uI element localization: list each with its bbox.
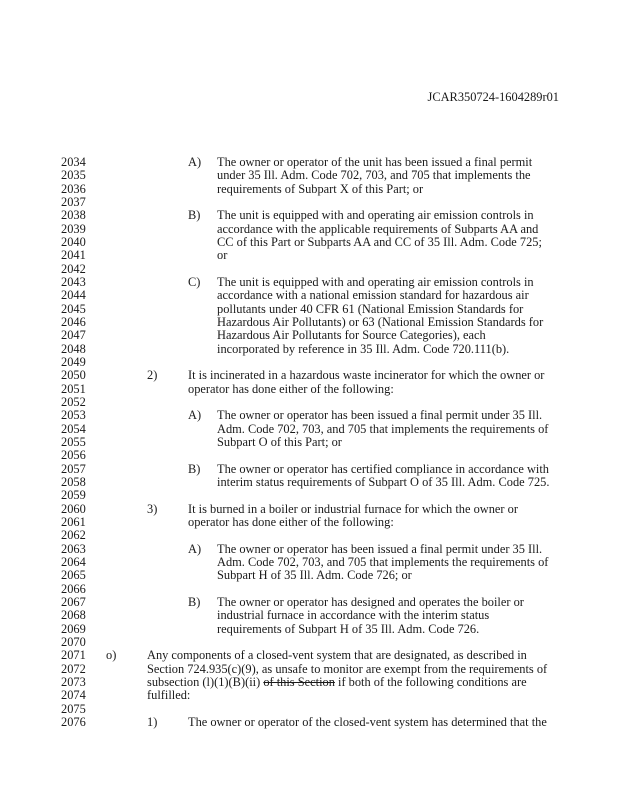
text-segment: Hazardous Air Pollutants) or 63 (National Emission Standards for bbox=[217, 314, 544, 329]
line-number: 2072 bbox=[61, 661, 86, 676]
line-text bbox=[188, 382, 394, 396]
line-number: 2053 bbox=[61, 408, 86, 423]
line-number: 2044 bbox=[61, 288, 86, 303]
text-segment: The owner or operator has designed and operates the boiler or bbox=[217, 594, 524, 609]
line-text bbox=[188, 515, 394, 529]
line-text bbox=[217, 222, 538, 236]
line-number: 2048 bbox=[61, 341, 86, 356]
item-label: B) bbox=[188, 208, 201, 223]
line-number: 2046 bbox=[61, 314, 86, 329]
line-number: 2052 bbox=[61, 394, 86, 409]
line-number: 2065 bbox=[61, 568, 86, 583]
text-segment: operator has done either of the following: bbox=[188, 514, 394, 529]
line-number: 2054 bbox=[61, 421, 86, 436]
line-number: 2050 bbox=[61, 368, 86, 383]
line-text bbox=[217, 568, 412, 582]
line-number: 2057 bbox=[61, 461, 86, 476]
text-segment: Any components of a closed-vent system that are designated, as described in bbox=[147, 648, 527, 663]
text-segment: subsection (l)(1)(B)(ii) bbox=[147, 674, 264, 689]
line-number: 2067 bbox=[61, 594, 86, 609]
line-text bbox=[217, 182, 423, 196]
text-segment: The owner or operator of the closed-vent system has determined that the bbox=[188, 714, 547, 729]
text-segment: under 35 Ill. Adm. Code 702, 703, and 705 that implements the bbox=[217, 168, 531, 183]
text-segment: The unit is equipped with and operating air emission controls in bbox=[217, 208, 534, 223]
line-number: 2045 bbox=[61, 301, 86, 316]
line-text bbox=[217, 288, 529, 302]
line-number: 2043 bbox=[61, 274, 86, 289]
text-segment: interim status requirements of Subpart O of 35 Ill. Adm. Code 725. bbox=[217, 474, 550, 489]
text-segment: The unit is equipped with and operating air emission controls in bbox=[217, 274, 534, 289]
line-text bbox=[217, 422, 548, 436]
line-text bbox=[217, 475, 549, 489]
line-text bbox=[147, 648, 527, 662]
text-segment: It is incinerated in a hazardous waste incinerator for which the owner or bbox=[188, 368, 545, 383]
text-segment: It is burned in a boiler or industrial furnace for which the owner or bbox=[188, 501, 518, 516]
line-number: 2056 bbox=[61, 448, 86, 463]
item-label: 2) bbox=[147, 368, 158, 383]
text-segment: or bbox=[217, 248, 228, 263]
item-label: C) bbox=[188, 274, 201, 289]
line-number: 2047 bbox=[61, 328, 86, 343]
text-segment: incorporated by reference in 35 Ill. Adm. Code 720.111(b). bbox=[217, 341, 510, 356]
text-segment: The owner or operator of the unit has been issued a final permit bbox=[217, 155, 533, 169]
line-number: 2073 bbox=[61, 674, 86, 689]
line-text bbox=[217, 555, 548, 569]
line-number: 2061 bbox=[61, 514, 86, 529]
line-text bbox=[217, 168, 531, 182]
item-label: A) bbox=[188, 408, 202, 423]
line-number: 2064 bbox=[61, 554, 86, 569]
line-text bbox=[217, 342, 509, 356]
text-segment: operator has done either of the following: bbox=[188, 381, 394, 396]
line-number: 2071 bbox=[61, 648, 86, 663]
line-number: 2035 bbox=[61, 168, 86, 183]
line-text bbox=[217, 155, 532, 169]
text-segment: fulfilled: bbox=[147, 688, 191, 703]
line-text bbox=[147, 688, 190, 702]
text-segment: accordance with the applicable requirements of Subparts AA and bbox=[217, 221, 539, 236]
line-number: 2058 bbox=[61, 474, 86, 489]
line-number: 2049 bbox=[61, 354, 86, 369]
text-segment: The owner or operator has been issued a final permit under 35 Ill. bbox=[217, 408, 543, 423]
line-text bbox=[147, 675, 527, 689]
line-number: 2040 bbox=[61, 234, 86, 249]
item-label: A) bbox=[188, 155, 202, 169]
line-text bbox=[217, 462, 549, 476]
text-segment: accordance with a national emission standard for hazardous air bbox=[217, 288, 529, 303]
item-label: o) bbox=[106, 648, 117, 663]
line-number: 2051 bbox=[61, 381, 86, 396]
line-text bbox=[217, 248, 227, 262]
line-number: 2066 bbox=[61, 581, 86, 596]
line-text bbox=[217, 328, 486, 342]
item-label: B) bbox=[188, 594, 201, 609]
line-text bbox=[217, 275, 534, 289]
line-number: 2060 bbox=[61, 501, 86, 516]
text-segment: CC of this Part or Subparts AA and CC of 35 Ill. Adm. Code 725; bbox=[217, 234, 542, 249]
line-number: 2059 bbox=[61, 488, 86, 503]
line-number: 2074 bbox=[61, 688, 86, 703]
line-text bbox=[217, 235, 542, 249]
text-segment: industrial furnace in accordance with the interim status bbox=[217, 608, 490, 623]
line-number: 2041 bbox=[61, 248, 86, 263]
line-number: 2068 bbox=[61, 608, 86, 623]
item-label: 3) bbox=[147, 501, 158, 516]
line-text bbox=[217, 302, 523, 316]
line-number: 2075 bbox=[61, 701, 86, 716]
text-segment: Adm. Code 702, 703, and 705 that implements the requirements of bbox=[217, 554, 549, 569]
text-segment: Section 724.935(c)(9), as unsafe to monitor are exempt from the requirements of bbox=[147, 661, 548, 676]
line-text bbox=[217, 435, 342, 449]
text-segment: The owner or operator has been issued a final permit under 35 Ill. bbox=[217, 541, 543, 556]
line-number: 2076 bbox=[61, 714, 86, 729]
line-number: 2063 bbox=[61, 541, 86, 556]
text-segment: Hazardous Air Pollutants for Source Categories), each bbox=[217, 328, 486, 343]
line-text bbox=[217, 608, 489, 622]
text-segment: requirements of Subpart H of 35 Ill. Adm. Code 726. bbox=[217, 621, 480, 636]
line-text bbox=[188, 368, 544, 382]
line-text bbox=[217, 622, 479, 636]
struck-text: of this Section bbox=[263, 674, 335, 689]
line-text bbox=[147, 662, 547, 676]
text-segment: Subpart H of 35 Ill. Adm. Code 726; or bbox=[217, 568, 412, 583]
line-text bbox=[217, 408, 542, 422]
text-segment: Subpart O of this Part; or bbox=[217, 434, 342, 449]
line-text bbox=[188, 715, 547, 729]
line-text bbox=[217, 542, 542, 556]
line-text bbox=[217, 208, 534, 222]
line-text bbox=[188, 502, 518, 516]
line-number: 2037 bbox=[61, 194, 86, 209]
line-text bbox=[217, 315, 543, 329]
line-number: 2036 bbox=[61, 181, 86, 196]
text-segment: if both of the following conditions are bbox=[334, 674, 527, 689]
text-segment: pollutants under 40 CFR 61 (National Emission Standards for bbox=[217, 301, 524, 316]
line-number: 2055 bbox=[61, 434, 86, 449]
item-label: A) bbox=[188, 541, 202, 556]
item-label: B) bbox=[188, 461, 201, 476]
line-number: 2062 bbox=[61, 528, 86, 543]
line-number: 2034 bbox=[61, 155, 86, 169]
line-number: 2070 bbox=[61, 634, 86, 649]
text-segment: requirements of Subpart X of this Part; or bbox=[217, 181, 424, 196]
line-number: 2042 bbox=[61, 261, 86, 276]
line-number: 2039 bbox=[61, 221, 86, 236]
item-label: 1) bbox=[147, 714, 158, 729]
text-segment: Adm. Code 702, 703, and 705 that implements the requirements of bbox=[217, 421, 549, 436]
line-number: 2069 bbox=[61, 621, 86, 636]
document-id-header: JCAR350724-1604289r01 bbox=[427, 90, 559, 104]
text-segment: The owner or operator has certified compliance in accordance with bbox=[217, 461, 549, 476]
line-text bbox=[217, 595, 524, 609]
line-number: 2038 bbox=[61, 208, 86, 223]
